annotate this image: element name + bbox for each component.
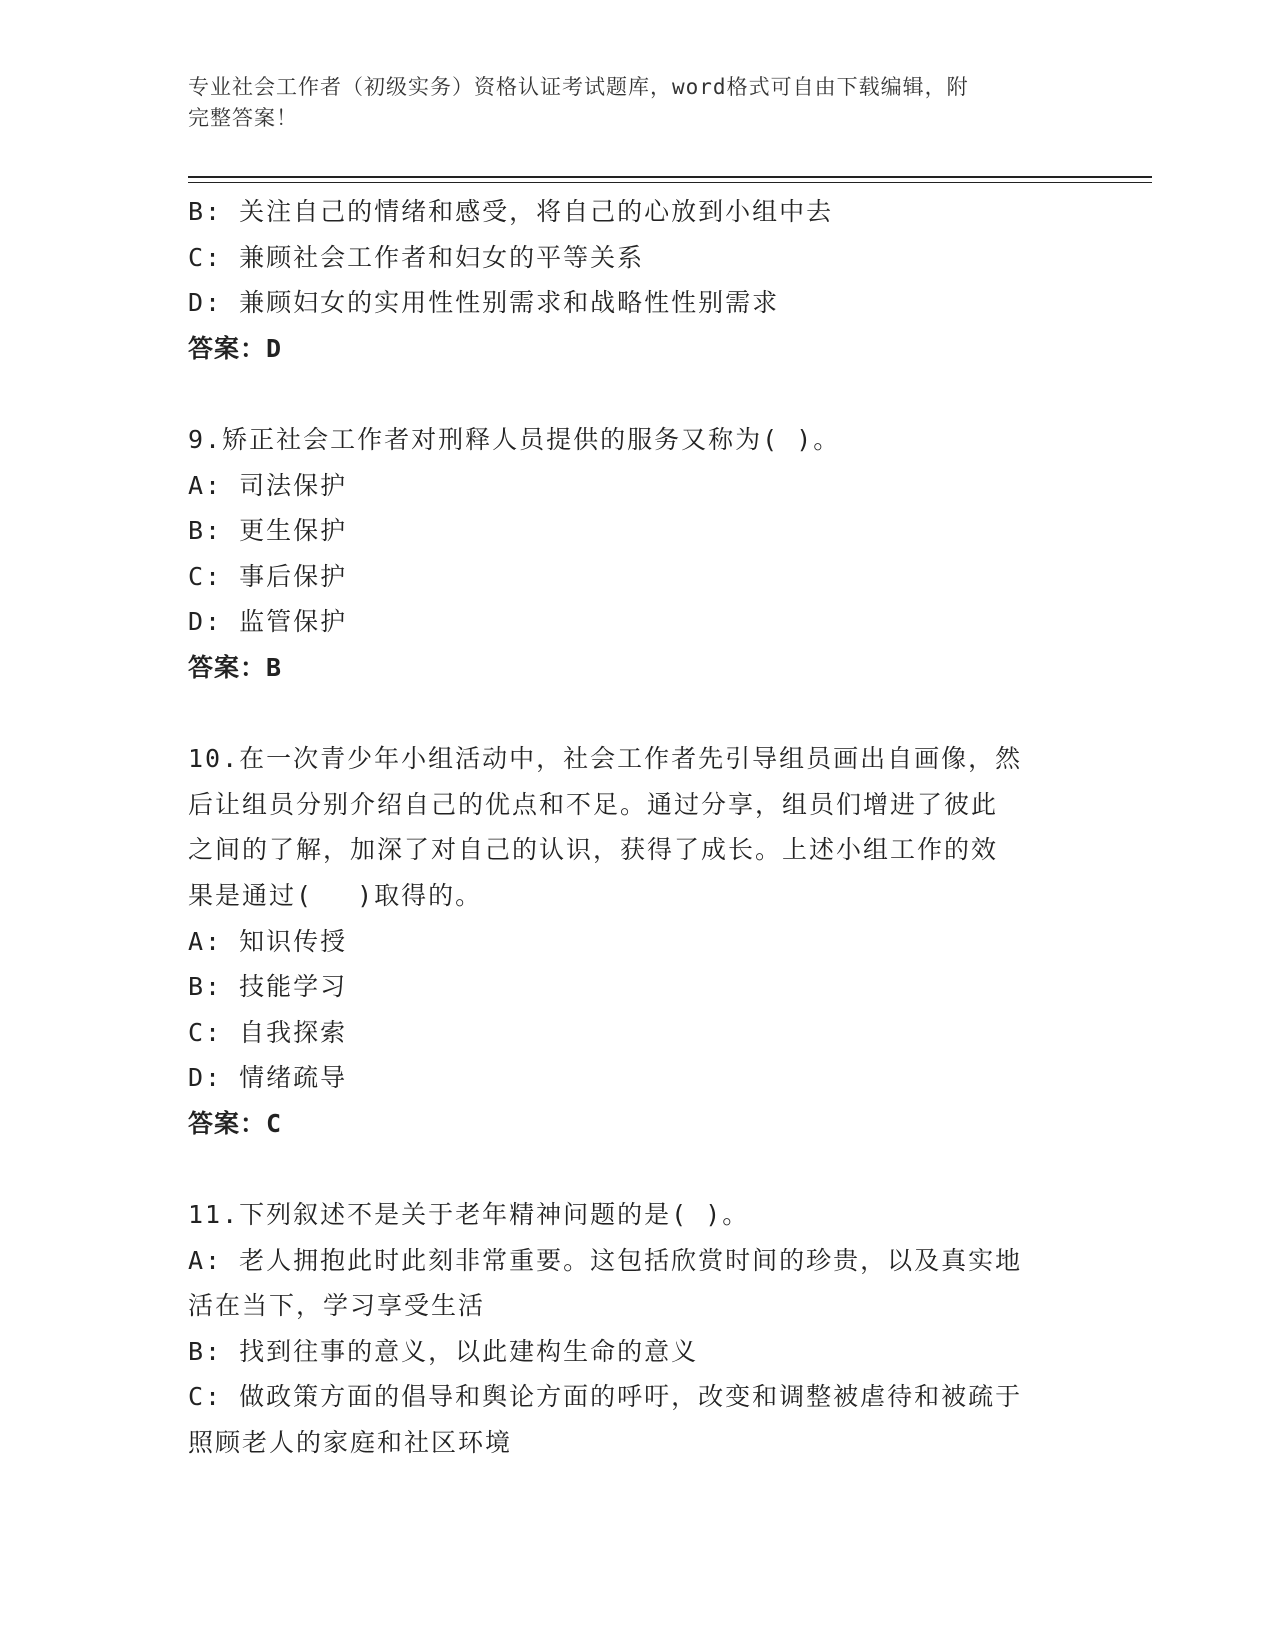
question-stem-line: 后让组员分别介绍自己的优点和不足。通过分享，组员们增进了彼此 (188, 789, 999, 819)
option-b: B: 关注自己的情绪和感受，将自己的心放到小组中去 (188, 197, 834, 226)
option-c: C: 事后保护 (188, 561, 348, 591)
question-stem-line: 10.在一次青少年小组活动中，社会工作者先引导组员画出自画像，然 (188, 744, 1023, 774)
answer: 答案：C (188, 1108, 283, 1138)
option-a: A: 司法保护 (188, 470, 348, 500)
option-c-line: 照顾老人的家庭和社区环境 (188, 1428, 513, 1458)
header-rule-thick (188, 176, 1152, 178)
header-rule-thin (188, 182, 1152, 183)
question-8-tail (188, 189, 1068, 371)
header-line-1: 专业社会工作者（初级实务）资格认证考试题库，word格式可自由下载编辑，附 (188, 75, 969, 99)
option-a: A: 知识传授 (188, 926, 348, 956)
document-header (188, 72, 1068, 134)
question-9 (188, 417, 1068, 691)
answer: 答案：B (188, 652, 283, 682)
question-stem: 11.下列叙述不是关于老年精神问题的是( )。 (188, 1200, 750, 1230)
header-line-2: 完整答案！ (188, 106, 298, 130)
option-c-line: C: 做政策方面的倡导和舆论方面的呼吁，改变和调整被虐待和被疏于 (188, 1382, 1023, 1412)
question-10 (188, 736, 1068, 1146)
answer: 答案：D (188, 333, 283, 363)
question-gap (188, 371, 1068, 417)
question-stem: 9.矫正社会工作者对刑释人员提供的服务又称为( )。 (188, 424, 841, 454)
option-a-line: 活在当下，学习享受生活 (188, 1291, 486, 1321)
question-content (188, 189, 1068, 1466)
option-d: D: 监管保护 (188, 607, 348, 637)
question-gap (188, 691, 1068, 737)
question-11 (188, 1192, 1068, 1466)
option-b: B: 找到往事的意义，以此建构生命的意义 (188, 1336, 699, 1366)
option-a-line: A: 老人拥抱此时此刻非常重要。这包括欣赏时间的珍贵，以及真实地 (188, 1245, 1023, 1275)
option-d: D: 兼顾妇女的实用性性别需求和战略性性别需求 (188, 288, 780, 318)
question-stem-line: 果是通过( )取得的。 (188, 880, 483, 910)
question-stem-line: 之间的了解，加深了对自己的认识，获得了成长。上述小组工作的效 (188, 835, 999, 865)
option-c: C: 兼顾社会工作者和妇女的平等关系 (188, 242, 645, 272)
option-b: B: 更生保护 (188, 516, 348, 546)
option-b: B: 技能学习 (188, 972, 348, 1002)
option-c: C: 自我探索 (188, 1017, 348, 1047)
option-d: D: 情绪疏导 (188, 1063, 348, 1093)
question-gap (188, 1146, 1068, 1192)
